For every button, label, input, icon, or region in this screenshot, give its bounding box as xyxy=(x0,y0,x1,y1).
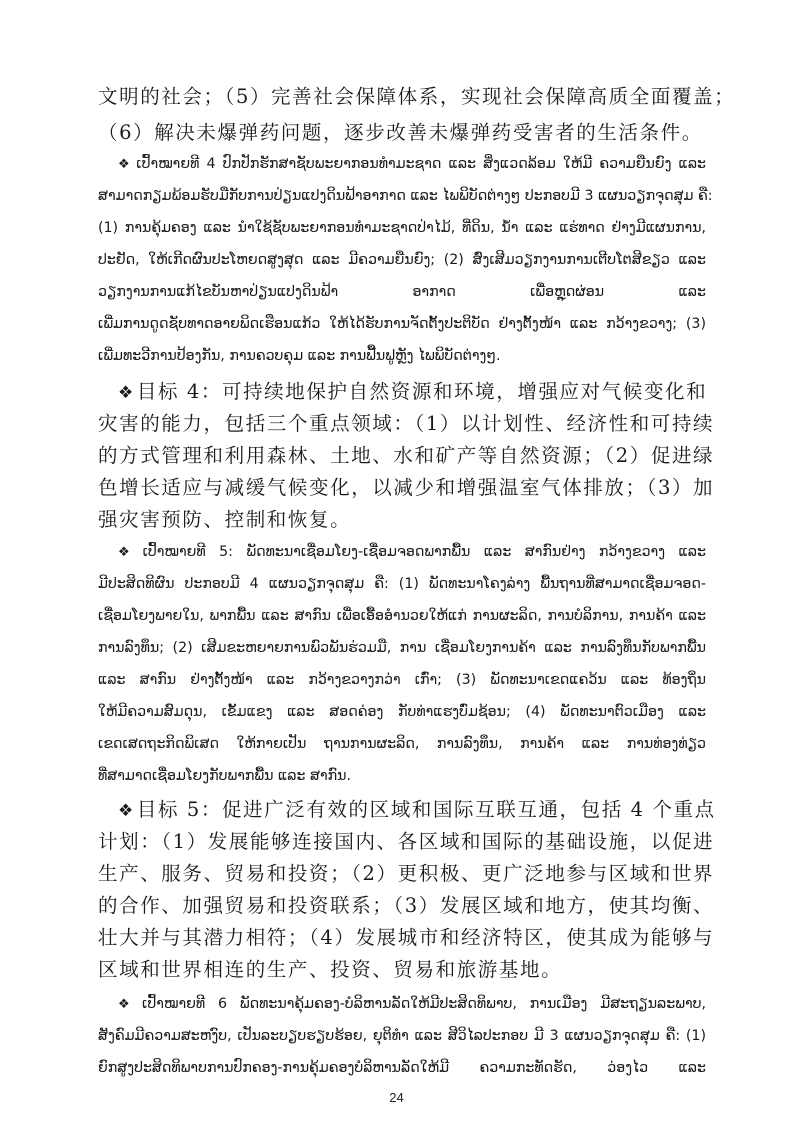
text-line: 文明的社会；（5）完善社会保障体系，实现社会保障高质全面覆盖； xyxy=(98,85,736,108)
diamond-bullet-icon: ❖ xyxy=(118,545,139,560)
text-line: ການລົງທຶນ; (2) ເສີມຂະຫຍາຍການພົວພັນຮ່ວມມື, ການ ເຊື່ອມໂຍງການຄ້າ ແລະ ການລົງທຶນກັບພາກພື້ນ xyxy=(98,640,706,656)
text-line: 计划：（1）发展能够连接国内、各区域和国际的基础设施，以促进 xyxy=(98,830,715,853)
text-line: 色增长适应与减缓气候变化，以减少和增强温室气体排放；（3）加 xyxy=(98,476,715,499)
lao-goal-5-heading-line: ❖ ເປົ້າໝາຍທີ 5: ພັດທະນາເຊື່ອມໂຍງ-ເຊື່ອມຈອດພາກພື້ນ ແລະ ສາກົນຢ່າງ ກວ້າງຂວາງ ແລະ xyxy=(118,544,706,560)
text-line: ເພີ່ມການດູດຊັບທາດອາຍພິດເຮືອນແກ້ວ ໃຫ້ໄດ້ຮັບການຈັດຕັ້ງປະຕິບັດ ຢ່າງຕັ້ງໜ້າ ແລະ ກວ້າງຂວາງ; (3) xyxy=(98,316,706,332)
text-line: ເຂດເສດຖະກິດພິເສດ ໃຫ້ກາຍເປັນ ຖານການຜະລິດ, ການລົງທຶນ, ການຄ້າ ແລະ ການທ່ອງທ່ຽວ xyxy=(98,736,706,752)
lao-goal-4-heading-line: ❖ ເປົ້າໝາຍທີ 4 ປົກປັກຮັກສາຊັບພະຍາກອນທຳມະຊາດ ແລະ ສິ່ງແວດລ້ອມ ໃຫ້ມີ ຄວາມຍືນຍົງ ແລະ xyxy=(118,156,707,172)
text-line: ເຊື່ອມໂຍງພາຍໃນ, ພາກພື້ນ ແລະ ສາກົນ ເພື່ອເອື້ອອຳນວຍໃຫ້ແກ່ ການຜະລິດ, ການບໍລິການ, ການຄ້າ ແລະ xyxy=(98,608,706,624)
text-line: ເພີ່ມທະວີການປ້ອງກັນ, ການຄວບຄຸມ ແລະ ການຟື້ນຟູຫຼັງ ໄພພິບັດຕ່າງໆ. xyxy=(98,348,501,364)
text-line: (1) ການຄຸ້ມຄອງ ແລະ ນຳໃຊ້ຊັບພະຍາກອນທຳມະຊາດປ່າໄມ້, ທີ່ດິນ, ນ້ຳ ແລະ ແຮ່ທາດ ຢ່າງມີແຜນການ, xyxy=(98,220,706,236)
text-line: 的方式管理和利用森林、土地、水和矿产等自然资源；（2）促进绿 xyxy=(98,444,715,467)
text-line: ສາມາດກຽມພ້ອມຮັບມືກັບການປ່ຽນແປງດິນຟ້າອາກາດ ແລະ ໄພພິບັດຕ່າງໆ ປະກອບມີ 3 ແຜນວຽກຈຸດສຸມ ຄື: xyxy=(98,188,713,204)
text-line: ປະຢັດ, ໃຫ້ເກີດຜົນປະໂຫຍດສູງສຸດ ແລະ ມີຄວາມຍືນຍົງ; (2) ສົ່ງເສີມວຽກງານການເຕີບໂຕສີຂຽວ ແລະ xyxy=(98,252,706,268)
text-line: ແລະ ສາກົນ ຢ່າງຕັ້ງໜ້າ ແລະ ກວ້າງຂວາງກວ່າ ເກົ່າ; (3) ພັດທະນາເຂດແຄວ້ນ ແລະ ທ້ອງຖິ່ນ xyxy=(98,672,706,688)
diamond-bullet-icon: ❖ xyxy=(118,801,135,821)
lao-goal-6-heading-line: ❖ ເປົ້າໝາຍທີ 6 ພັດທະນາຄຸ້ມຄອງ-ບໍລິຫານລັດໃຫ້ມີປະສິດທິພາບ, ການເມືອງ ມີສະຖຽນລະພາບ, xyxy=(118,996,707,1012)
chinese-goal-4-heading-line: ❖ 目标 4：可持续地保护自然资源和环境，增强应对气候变化和 xyxy=(118,380,708,403)
text-line: ທີ່ສາມາດເຊື່ອມໂຍງກັບພາກພື້ນ ແລະ ສາກົນ. xyxy=(98,768,351,784)
diamond-bullet-icon: ❖ xyxy=(118,383,135,403)
text-line: ໃຫ້ມີຄວາມສົມດຸນ, ເຂັ້ມແຂງ ແລະ ສອດຄ່ອງ ກັບທ່າແຮງບົ່ມຊ້ອນ; (4) ພັດທະນາຕົວເມືອງ ແລະ xyxy=(98,704,706,720)
text-line: 的合作、加强贸易和投资联系；（3）发展区域和地方，使其均衡、 xyxy=(98,894,715,917)
text-line: 强灾害预防、控制和恢复。 xyxy=(98,508,352,531)
page-number: 24 xyxy=(389,1090,404,1105)
text-line: ສັງຄົມມີຄວາມສະຫງົບ, ເປັນລະບຽບຮຽບຮ້ອຍ, ຍຸຕິທຳ ແລະ ສີວິໄລປະກອບ ມີ 3 ແຜນວຽກຈຸດສຸມ ຄື: (1) xyxy=(98,1028,706,1044)
text-line: 区域和世界相连的生产、投资、贸易和旅游基地。 xyxy=(98,958,563,981)
text-line: 灾害的能力，包括三个重点领域：（1）以计划性、经济性和可持续 xyxy=(98,412,715,435)
text-line: ຍົກສູງປະສິດທິພາບການປົກຄອງ-ການຄຸ້ມຄອງບໍລິຫານລັດໃຫ້ມີ ຄວາມກະທັດຮັດ, ວ່ອງໄວ ແລະ xyxy=(98,1060,706,1076)
text-line: 生产、服务、贸易和投资；（2）更积极、更广泛地参与区域和世界 xyxy=(98,862,715,885)
text-line: （6）解决未爆弹药问题，逐步改善未爆弹药受害者的生活条件。 xyxy=(98,121,703,144)
text-line: ວຽກງານການແກ້ໄຂບັນຫາປ່ຽນແປງດິນຟ້າ ອາກາດ ເພື່ອຫຼຸດຜ່ອນ ແລະ xyxy=(98,284,706,300)
chinese-goal-5-heading-line: ❖ 目标 5：促进广泛有效的区域和国际互联互通，包括 4 个重点 xyxy=(118,798,716,821)
diamond-bullet-icon: ❖ xyxy=(118,157,133,172)
text-line: ມີປະສິດທິຜົນ ປະກອບມີ 4 ແຜນວຽກຈຸດສຸມ ຄື: (1) ພັດທະນາໂຄງລ່າງ ພື້ນຖານທີ່ສາມາດເຊື່ອມຈອດ- xyxy=(98,576,706,592)
diamond-bullet-icon: ❖ xyxy=(118,997,139,1012)
text-line: 壮大并与其潜力相符；（4）发展城市和经济特区，使其成为能够与 xyxy=(98,926,715,949)
